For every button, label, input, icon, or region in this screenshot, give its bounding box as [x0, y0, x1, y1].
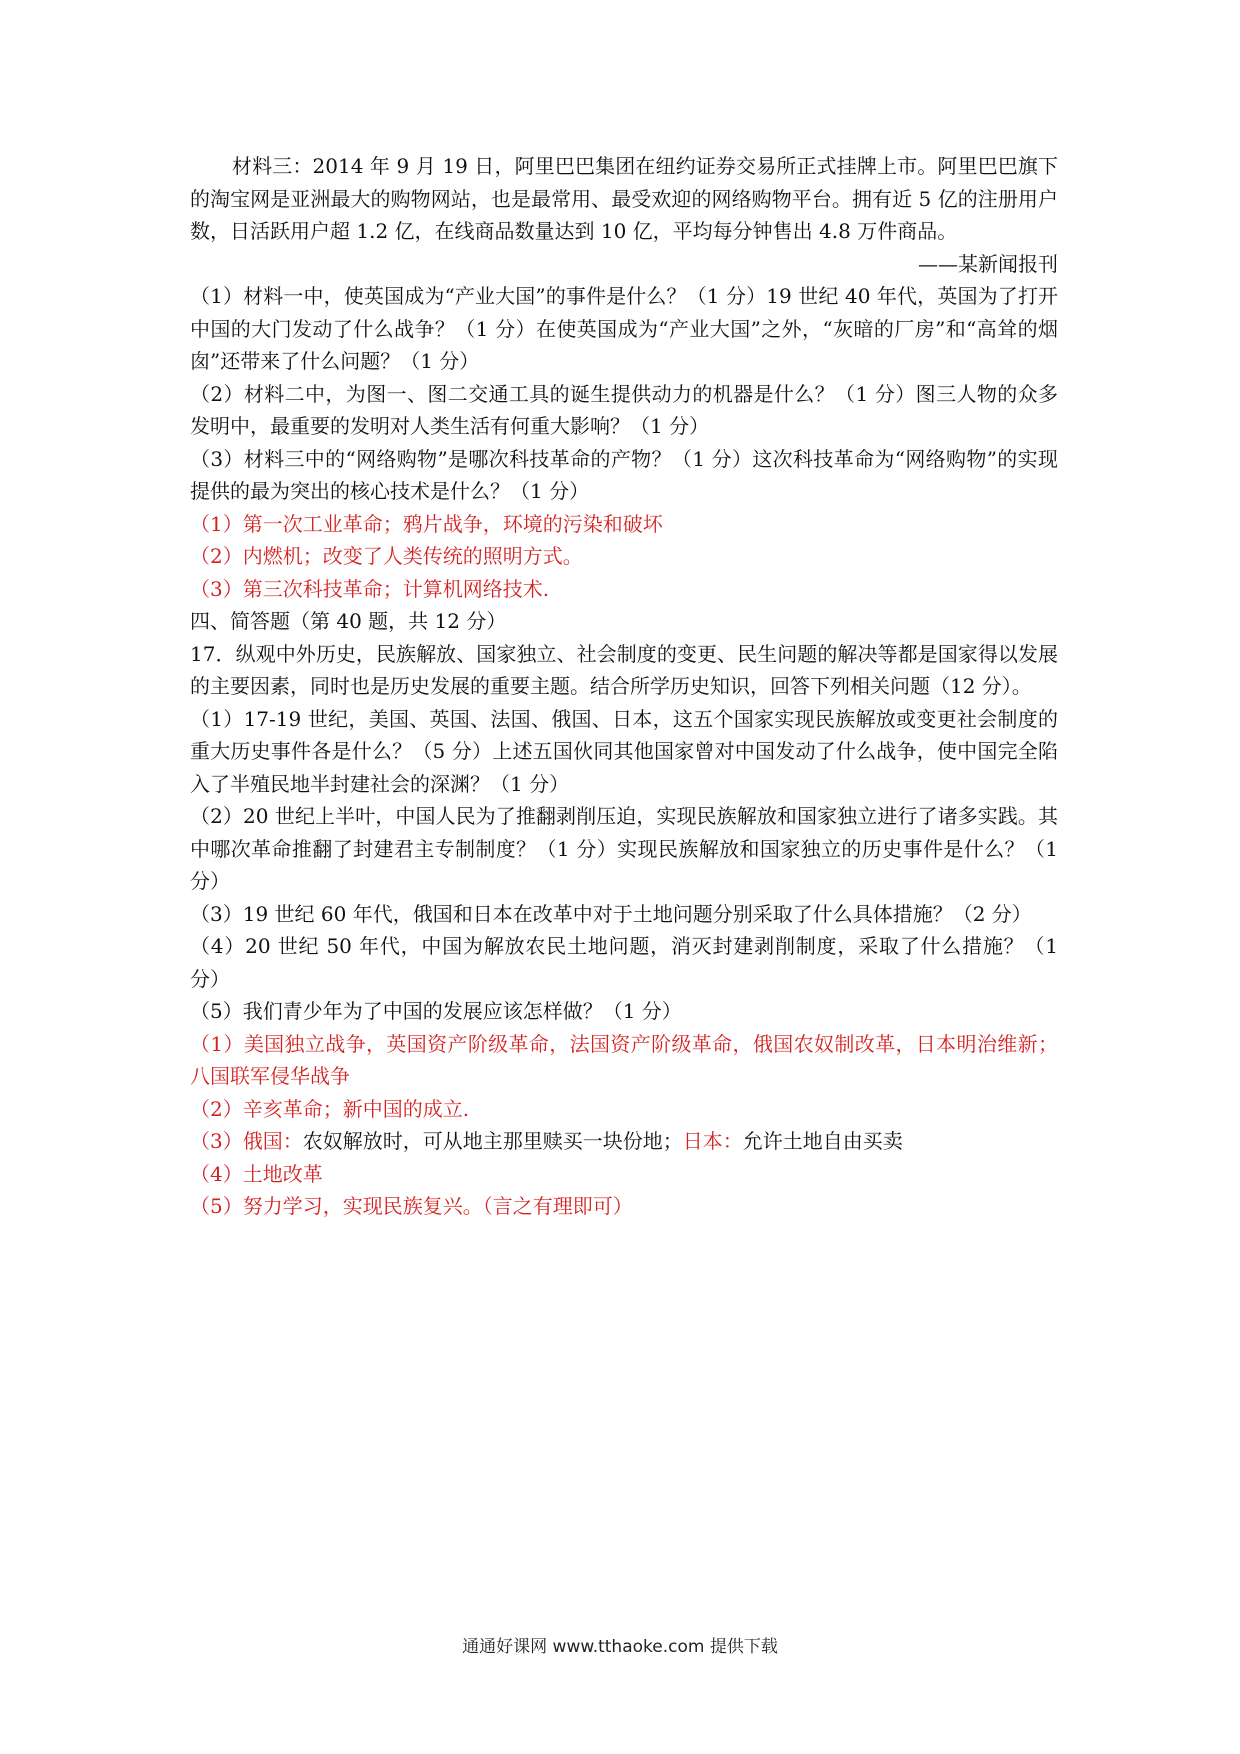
q17-question-1: （1）17-19 世纪，美国、英国、法国、俄国、日本，这五个国家实现民族解放或变更社会制度的重大历史事件各是什么？（5 分）上述五国伙同其他国家曾对中国发动了什么战争，使中国完全陷入了半殖民地半封建社会的深渊？（1 分）	[190, 706, 1058, 796]
q17-answer-1: （1）美国独立战争，英国资产阶级革命，法国资产阶级革命，俄国农奴制改革，日本明治维新；八国联军侵华战争	[190, 1031, 1058, 1088]
material-three-text: 材料三：2014 年 9 月 19 日，阿里巴巴集团在纽约证券交易所正式挂牌上市。阿里巴巴旗下的淘宝网是亚洲最大的购物网站，也是最常用、最受欢迎的网络购物平台。拥有近 5 亿的注册用户数，日活跃用户超 1.2 亿，在线商品数量达到 10 亿，平均每分钟售出 4.8 万件商品。	[190, 154, 1058, 243]
q17-answer-2: （2）辛亥革命；新中国的成立.	[190, 1096, 470, 1121]
q17-answer-3-prefix: （3）俄国：	[190, 1129, 303, 1153]
material-three-source: ——某新闻报刊	[918, 251, 1058, 276]
q16-question-2: （2）材料二中，为图一、图二交通工具的诞生提供动力的机器是什么？（1 分）图三人物的众多发明中，最重要的发明对人类生活有何重大影响？（1 分）	[190, 381, 1058, 438]
q17-question-5: （5）我们青少年为了中国的发展应该怎样做？（1 分）	[190, 999, 682, 1023]
q17-question-2: （2）20 世纪上半叶，中国人民为了推翻剥削压迫，实现民族解放和国家独立进行了诸多实践。其中哪次革命推翻了封建君主专制制度？（1 分）实现民族解放和国家独立的历史事件是什么？（1 分）	[190, 804, 1058, 893]
q17-answer-4: （4）土地改革	[190, 1161, 323, 1186]
page-footer: 通通好课网 www.tthaoke.com 提供下载	[462, 1637, 778, 1657]
q17-answer-3-japan: 允许土地自由买卖	[742, 1129, 903, 1153]
q16-question-1: （1）材料一中，使英国成为“产业大国”的事件是什么？（1 分）19 世纪 40 年代，英国为了打开中国的大门发动了什么战争？（1 分）在使英国成为“产业大国”之外，“灰暗的厂房”和“高耸的烟囱”还带来了什么问题？（1 分）	[190, 284, 1058, 373]
q17-answer-3-russia: 农奴解放时，可从地主那里赎买一块份地；	[302, 1129, 683, 1153]
q17-answer-3	[190, 1125, 1058, 1158]
q17-answer-3-japan-label: 日本：	[682, 1129, 743, 1153]
q17-question-4: （4）20 世纪 50 年代，中国为解放农民土地问题，消灭封建剥削制度，采取了什么措施？（1 分）	[190, 934, 1058, 991]
q17-question-3: （3）19 世纪 60 年代，俄国和日本在改革中对于土地问题分别采取了什么具体措施？（2 分）	[190, 901, 1032, 926]
q17-answer-5: （5）努力学习，实现民族复兴。（言之有理即可）	[190, 1194, 633, 1218]
section-four-heading: 四、简答题（第 40 题，共 12 分）	[190, 609, 507, 633]
exam-page	[190, 150, 1058, 1223]
q16-answer-2: （2）内燃机；改变了人类传统的照明方式。	[190, 544, 583, 568]
q16-answer-3: （3）第三次科技革命；计算机网络技术.	[190, 576, 550, 601]
q16-question-3: （3）材料三中的“网络购物”是哪次科技革命的产物？（1 分）这次科技革命为“网络购物”的实现提供的最为突出的核心技术是什么？（1 分）	[190, 446, 1058, 503]
q17-stem: 17．纵观中外历史，民族解放、国家独立、社会制度的变更、民生问题的解决等都是国家得以发展的主要因素，同时也是历史发展的重要主题。结合所学历史知识，回答下列相关问题（12 分）。	[190, 641, 1058, 698]
q16-answer-1: （1）第一次工业革命；鸦片战争，环境的污染和破坏	[190, 511, 663, 536]
